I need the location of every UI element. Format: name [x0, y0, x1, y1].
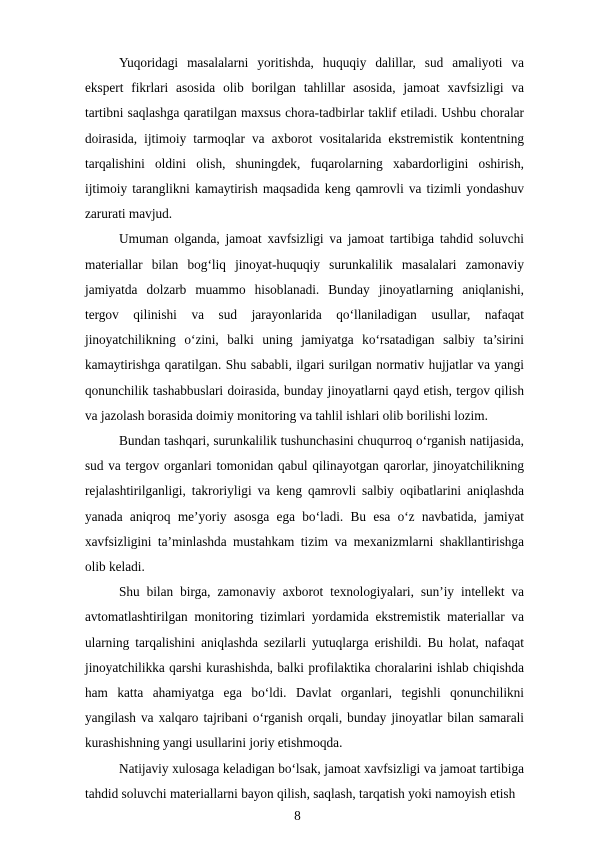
- paragraph: Bundan tashqari, surunkalilik tushunchasini chuqurroq o‘rganish natijasida, sud va tergov organlari tomonidan qabul qilinayotgan qarorlar, jinoyatchilikning rejalashtirilganligi, takroriyligi va keng qamrovli salbiy oqibatlarini aniqlashda yanada aniqroq me’yoriy asosga ega bo‘ladi. Bu esa o‘z navbatida, jamiyat xavfsizligini ta’minlashda mustahkam tizim va mexanizmlarni shakllantirishga olib keladi.: [85, 433, 524, 575]
- page-number: 8: [294, 808, 301, 823]
- paragraph: Yuqoridagi masalalarni yoritishda, huquqiy dalillar, sud amaliyoti va ekspert fikrlari asosida olib borilgan tahlillar asosida, jamoat xavfsizligi va tartibni saqlashga qaratilgan maxsus chora-tadbirlar taklif etiladi. Ushbu choralar doirasida, ijtimoiy tarmoqlar va axborot vositalarida ekstremistik kontentning tarqalishini oldini olish, shuningdek, fuqarolarning xabardorligini oshirish, ijtimoiy taranglikni kamaytirish maqsadida keng qamrovli va tizimli yondashuv zarurati mavjud.: [85, 55, 524, 222]
- paragraph: Shu bilan birga, zamonaviy axborot texnologiyalari, sun’iy intellekt va avtomatlashtirilgan monitoring tizimlari yordamida ekstremistik materiallar va ularning tarqalishini aniqlashda sezilarli yutuqlarga erishildi. Bu holat, nafaqat jinoyatchilikka qarshi kurashishda, balki profilaktika choralarini ishlab chiqishda ham katta ahamiyatga ega bo‘ldi. Davlat organlari, tegishli qonunchilikni yangilash va xalqaro tajribani o‘rganish orqali, bunday jinoyatlar bilan samarali kurashishning yangi usullarini joriy etishmoqda.: [85, 584, 524, 751]
- paragraph: Natijaviy xulosaga keladigan bo‘lsak, jamoat xavfsizligi va jamoat tartibiga tahdid soluvchi materiallarni bayon qilish, saqlash, tarqatish yoki namoyish etish: [85, 760, 524, 801]
- document-body: [85, 50, 524, 806]
- paragraph: Umuman olganda, jamoat xavfsizligi va jamoat tartibiga tahdid soluvchi materiallar bilan bog‘liq jinoyat-huquqiy surunkalilik masalalari zamonaviy jamiyatda dolzarb muammo hisoblanadi. Bunday jinoyatlarning aniqlanishi, tergov qilinishi va sud jarayonlarida qo‘llaniladigan usullar, nafaqat jinoyatchilikning o‘zini, balki uning jamiyatga ko‘rsatadigan salbiy ta’sirini kamaytirishga qaratilgan. Shu sababli, ilgari surilgan normativ hujjatlar va yangi qonunchilik tashabbuslari doirasida, bunday jinoyatlarni qayd etish, tergov qilish va jazolash borasida doimiy monitoring va tahlil ishlari olib borilishi lozim.: [85, 231, 524, 423]
